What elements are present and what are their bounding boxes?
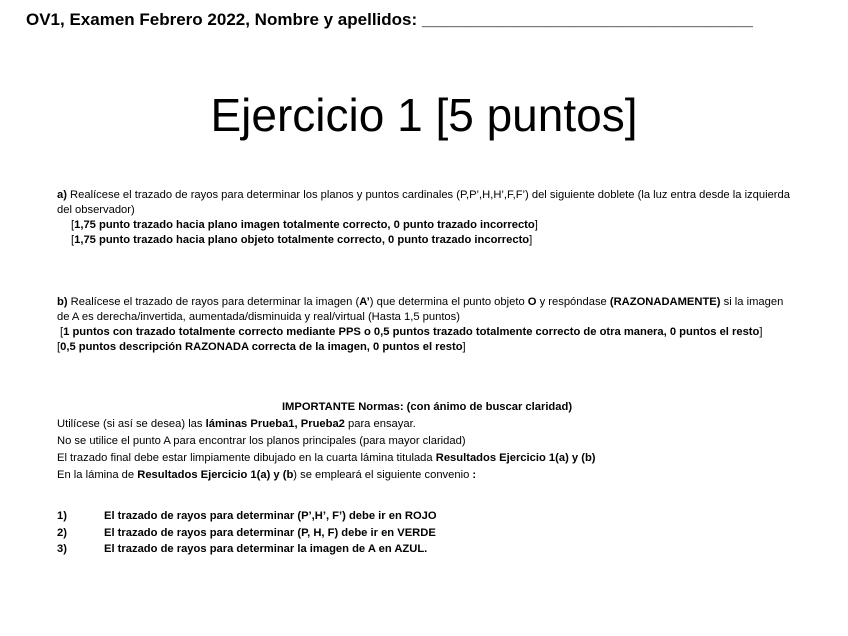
part-b-text: ) que determina el punto objeto	[369, 296, 528, 308]
grading-text: 0,5 puntos descripción RAZONADA correcta de la imagen, 0 puntos el resto	[60, 341, 463, 353]
norm-text: para ensayar.	[344, 418, 416, 430]
norms-section	[57, 399, 797, 484]
list-number: 1)	[57, 510, 67, 522]
list-item	[57, 541, 797, 558]
norm-text: Utilícese (si así se desea) las	[57, 418, 206, 430]
norm-line-4	[57, 467, 797, 484]
bracket-close: ]	[529, 234, 533, 246]
list-number: 2)	[57, 526, 67, 539]
part-a-grading-1	[57, 218, 797, 233]
part-b-text: si la imagen de A es derecha/invertida, aumentada/disminuida y real/virtual (Hasta 1,5 puntos)	[57, 296, 784, 323]
exam-header-text: OV1, Examen Febrero 2022, Nombre y apellidos:	[26, 10, 418, 29]
bracket-close: ]	[534, 219, 538, 231]
bracket-open: [	[71, 234, 75, 246]
norm-text: El trazado final debe estar limpiamente dibujado en la cuarta lámina titulada	[57, 452, 436, 464]
norm-line-1	[57, 416, 797, 433]
razonadamente-label: (RAZONADAMENTE)	[609, 296, 721, 308]
exercise-title: Ejercicio 1 [5 puntos]	[210, 89, 638, 141]
exam-header	[26, 10, 753, 30]
list-text: El trazado de rayos para determinar (P’,H’, F’) debe ir en ROJO	[104, 510, 437, 522]
part-b-section	[57, 295, 797, 355]
norm-bold: :	[472, 469, 477, 481]
part-a-text: Realícese el trazado de rayos para determinar los planos y puntos cardinales (P,P’,H,H’,F,F’) del siguiente doblete (la luz entra desde la izquierda del observador)	[57, 189, 790, 216]
grading-text: 1,75 punto trazado hacia plano objeto totalmente correcto, 0 punto trazado incorrecto	[74, 234, 530, 246]
part-a-letter: a)	[57, 189, 67, 201]
part-b-text: Realícese el trazado de rayos para determinar la imagen (	[67, 296, 360, 308]
norm-line-2: No se utilice el punto A para encontrar los planos principales (para mayor claridad)	[57, 435, 466, 447]
norm-bold: Resultados Ejercicio 1(a) y (b	[137, 469, 294, 481]
norm-bold: Resultados Ejercicio 1(a) y (b)	[435, 452, 596, 464]
norm-text: En la lámina de	[57, 469, 138, 481]
list-text: El trazado de rayos para determinar la imagen de A en AZUL.	[104, 543, 428, 555]
bracket-open: [	[57, 341, 61, 353]
part-b-grading-1	[57, 325, 797, 340]
part-b-text: y respóndase	[536, 296, 610, 308]
part-b-statement	[57, 295, 797, 325]
list-item	[57, 525, 797, 542]
norms-heading: IMPORTANTE Normas: (con ánimo de buscar claridad)	[281, 401, 573, 413]
part-b-letter: b)	[57, 296, 68, 308]
image-point-label: A’	[359, 296, 370, 308]
part-a-section	[57, 188, 797, 248]
bracket-close: ]	[759, 326, 763, 338]
list-item	[57, 508, 797, 525]
norm-bold: láminas Prueba1, Prueba2	[205, 418, 345, 430]
list-text: El trazado de rayos para determinar (P, H, F) debe ir en VERDE	[104, 526, 436, 539]
convention-list	[57, 508, 797, 558]
bracket-open: [	[71, 219, 75, 231]
part-a-statement	[57, 188, 797, 218]
norm-line-3	[57, 450, 797, 467]
name-blank-line: ___________________________________	[421, 10, 753, 29]
object-point-label: O	[527, 296, 537, 308]
grading-text: 1,75 punto trazado hacia plano imagen totalmente correcto, 0 punto trazado incorrecto	[74, 219, 535, 231]
bracket-open: [	[60, 326, 64, 338]
grading-text: 1 puntos con trazado totalmente correcto mediante PPS o 0,5 puntos trazado totalmente correcto de otra manera, 0 puntos el resto	[63, 326, 760, 338]
bracket-close: ]	[462, 341, 466, 353]
list-number: 3)	[57, 543, 67, 555]
norm-text: ) se empleará el siguiente convenio	[293, 469, 473, 481]
part-a-grading-2	[57, 233, 797, 248]
part-b-grading-2	[57, 340, 797, 355]
